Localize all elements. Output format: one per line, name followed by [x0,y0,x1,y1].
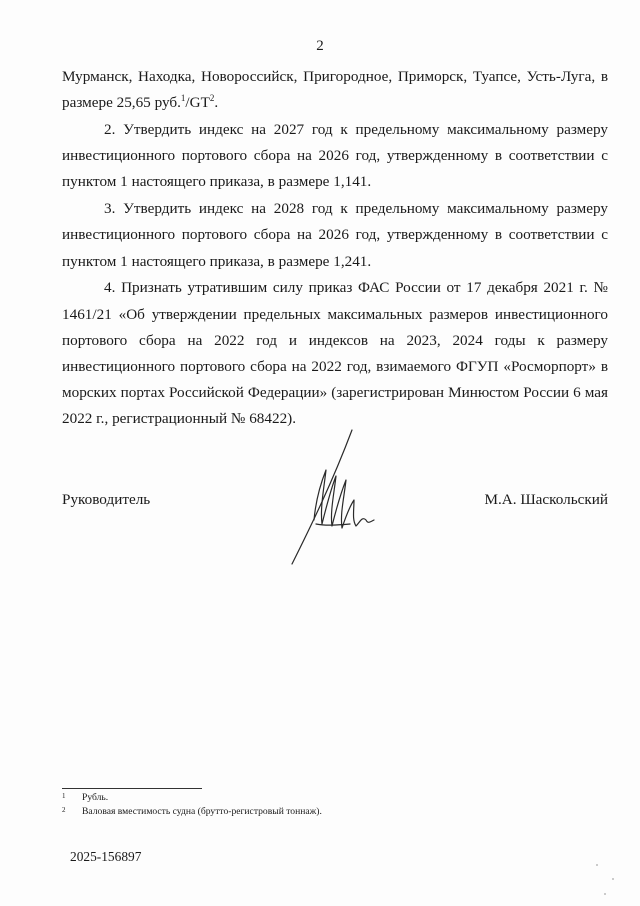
scan-speck [604,893,606,895]
footnote-1 [62,791,608,805]
footnote-divider [62,788,202,789]
paragraph-2: 2. Утвердить индекс на 2027 год к предельному максимальному размеру инвестиционного портового сбора на 2026 год, утвержденному в соответствии с пунктом 1 настоящего приказа, в размере 1,141. [62,121,608,191]
footnote-mark: 2 [62,806,66,814]
paragraph-1-end: . [214,94,219,112]
handwritten-signature [280,428,390,568]
signatory-name: М.А. Шаскольский [484,491,608,508]
document-id: 2025-156897 [70,849,142,864]
paragraph-4: 4. Признать утратившим силу приказ ФАС России от 17 декабря 2021 г. № 1461/21 «Об утверждении предельных максимальных размеров инвестиционного портового сбора на 2022 год и индексов на 2023, 2024 годы к размеру инвестиционного портового сбора на 2022 год, взимаемого ФГУП «Росморпорт» в морских портах Российской Федерации» (зарегистрирован Минюстом России 6 мая 2022 г., регистрационный № 68422). [62,279,608,428]
footnote-ref-2: 2 [209,93,215,104]
document-body [62,64,608,433]
page-number: 2 [316,38,324,54]
footnote-ref-1: 1 [180,93,186,104]
footnote-text: Рубль. [82,792,109,803]
scan-speck [596,864,598,866]
paragraph-1-continuation [62,64,608,116]
footnote-mark: 1 [62,792,66,800]
unit-gt: /GT [185,94,210,112]
footnote-2 [62,805,608,819]
paragraph-3: 3. Утвердить индекс на 2028 год к предельному максимальному размеру инвестиционного портового сбора на 2026 год, утвержденному в соответствии с пунктом 1 настоящего приказа, в размере 1,241. [62,200,608,270]
footnote-text: Валовая вместимость судна (брутто-регистровый тоннаж). [82,806,322,817]
scan-speck [612,878,614,880]
signatory-title: Руководитель [62,491,151,508]
paragraph-1-text: Мурманск, Находка, Новороссийск, Пригородное, Приморск, Туапсе, Усть-Луга, в размере 25,65 руб. [62,68,608,112]
footnotes [62,791,608,819]
